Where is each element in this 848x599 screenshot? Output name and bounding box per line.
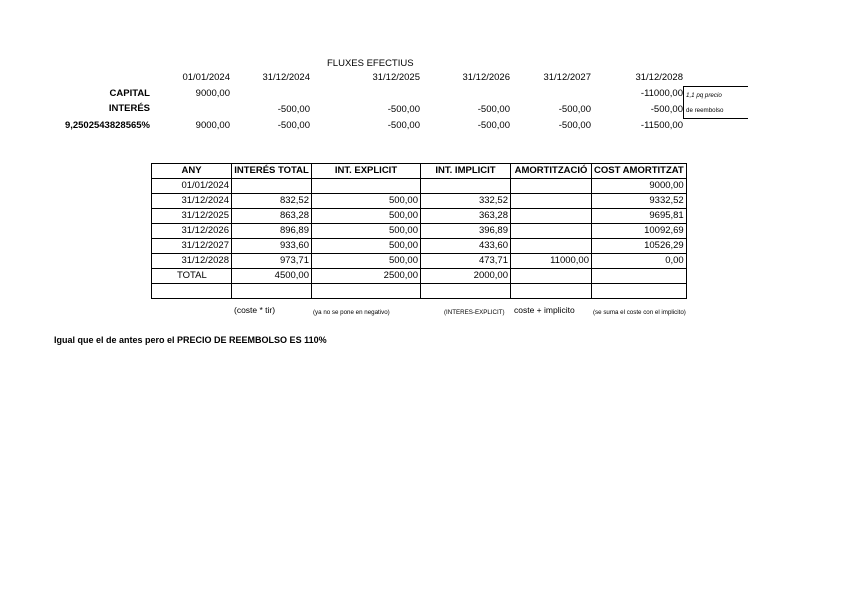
total-flow-value: -500,00 [477, 120, 510, 131]
table-total-row [152, 269, 687, 284]
cell-int-implicit: 332,52 [421, 194, 511, 209]
cell-total-implicit: 2000,00 [421, 269, 511, 284]
cell-interes-total: 933,60 [232, 239, 312, 254]
total-flow-value: 9000,00 [195, 120, 230, 131]
cell-int-explicit: 500,00 [312, 209, 421, 224]
interes-value: -500,00 [650, 104, 683, 115]
cell-cost-amortitzat: 9695,81 [592, 209, 687, 224]
cell-int-explicit: 500,00 [312, 254, 421, 269]
col-header-cost-amortitzat: COST AMORTITZAT [592, 164, 687, 179]
table-row [152, 239, 687, 254]
empty-cell [232, 284, 312, 299]
note-suma-coste: (se suma el coste con el implicito) [593, 309, 686, 316]
cell-total-interes: 4500,00 [232, 269, 312, 284]
cell-int-implicit: 473,71 [421, 254, 511, 269]
col-header-amortitzacio: AMORTITZACIÓ [511, 164, 592, 179]
cell-amortitzacio [511, 194, 592, 209]
flow-date: 01/01/2024 [182, 72, 230, 83]
flow-date: 31/12/2025 [372, 72, 420, 83]
cell-cost-amortitzat: 10092,69 [592, 224, 687, 239]
cell-any: 01/01/2024 [152, 179, 232, 194]
cell-int-implicit: 363,28 [421, 209, 511, 224]
table-empty-row [152, 284, 687, 299]
note-interes-explicit: (INTERES-EXPLICIT) [444, 309, 505, 316]
total-flow-value: -500,00 [387, 120, 420, 131]
cell-cost-amortitzat: 9332,52 [592, 194, 687, 209]
cell-amortitzacio [511, 224, 592, 239]
cell-cost-amortitzat: 0,00 [592, 254, 687, 269]
interes-value: -500,00 [558, 104, 591, 115]
table-row [152, 224, 687, 239]
table-header-row [152, 164, 687, 179]
cell-interes-total: 863,28 [232, 209, 312, 224]
cell-cost-amortitzat: 10526,29 [592, 239, 687, 254]
interes-value: -500,00 [477, 104, 510, 115]
flow-date: 31/12/2028 [635, 72, 683, 83]
cell-total-cost [592, 269, 687, 284]
flow-date: 31/12/2024 [262, 72, 310, 83]
cell-any: 31/12/2027 [152, 239, 232, 254]
empty-cell [152, 284, 232, 299]
cell-cost-amortitzat: 9000,00 [592, 179, 687, 194]
flows-title: FLUXES EFECTIUS [327, 58, 414, 69]
interes-value: -500,00 [277, 104, 310, 115]
flow-date: 31/12/2027 [543, 72, 591, 83]
total-flow-value: -11500,00 [640, 120, 683, 131]
cell-amortitzacio [511, 209, 592, 224]
tir-label: 9,2502543828565% [64, 120, 150, 131]
cell-any: 31/12/2028 [152, 254, 232, 269]
cell-interes-total: 832,52 [232, 194, 312, 209]
interes-label: INTERÉS [108, 103, 150, 114]
capital-label: CAPITAL [109, 88, 150, 99]
cell-amortitzacio [511, 239, 592, 254]
table-row [152, 254, 687, 269]
total-flow-value: -500,00 [277, 120, 310, 131]
cell-int-explicit: 500,00 [312, 224, 421, 239]
reembolso-note-line2: de reembolso [686, 107, 724, 114]
col-header-int-implicit: INT. IMPLICIT [421, 164, 511, 179]
note-coste-implicito: coste + implicito [514, 305, 575, 315]
cell-any: 31/12/2024 [152, 194, 232, 209]
cell-int-explicit [312, 179, 421, 194]
cell-interes-total: 896,89 [232, 224, 312, 239]
footer-statement [54, 335, 327, 346]
empty-cell [511, 284, 592, 299]
note-no-negativo: (ya no se pone en negativo) [313, 309, 390, 316]
cell-interes-total [232, 179, 312, 194]
cell-int-implicit: 396,89 [421, 224, 511, 239]
note-coste-tir: (coste * tir) [234, 305, 276, 315]
amortization-table [151, 163, 687, 299]
footer-emphasis: PRECIO DE REEMBOLSO ES 110% [177, 335, 327, 345]
cell-int-implicit [421, 179, 511, 194]
cell-int-implicit: 433,60 [421, 239, 511, 254]
cell-amortitzacio: 11000,00 [511, 254, 592, 269]
empty-cell [312, 284, 421, 299]
col-header-interes-total: INTERÉS TOTAL [232, 164, 312, 179]
footer-prefix: Igual que el de antes pero el [54, 335, 178, 345]
cell-amortitzacio [511, 179, 592, 194]
cell-int-explicit: 500,00 [312, 239, 421, 254]
interes-value: -500,00 [387, 104, 420, 115]
cell-int-explicit: 500,00 [312, 194, 421, 209]
empty-cell [592, 284, 687, 299]
flow-date: 31/12/2026 [462, 72, 510, 83]
col-header-int-explicit: INT. EXPLICIT [312, 164, 421, 179]
col-header-any: ANY [152, 164, 232, 179]
table-row [152, 209, 687, 224]
capital-value: 9000,00 [195, 88, 230, 99]
total-flow-value: -500,00 [558, 120, 591, 131]
cell-any: 31/12/2026 [152, 224, 232, 239]
empty-cell [421, 284, 511, 299]
reembolso-note-line1: 1,1 pq precio [686, 92, 722, 99]
cell-any: 31/12/2025 [152, 209, 232, 224]
table-row [152, 194, 687, 209]
cell-total-explicit: 2500,00 [312, 269, 421, 284]
table-row [152, 179, 687, 194]
cell-total-label: TOTAL [152, 269, 232, 284]
cell-interes-total: 973,71 [232, 254, 312, 269]
cell-total-amortitzacio [511, 269, 592, 284]
capital-value: -11000,00 [640, 88, 683, 99]
